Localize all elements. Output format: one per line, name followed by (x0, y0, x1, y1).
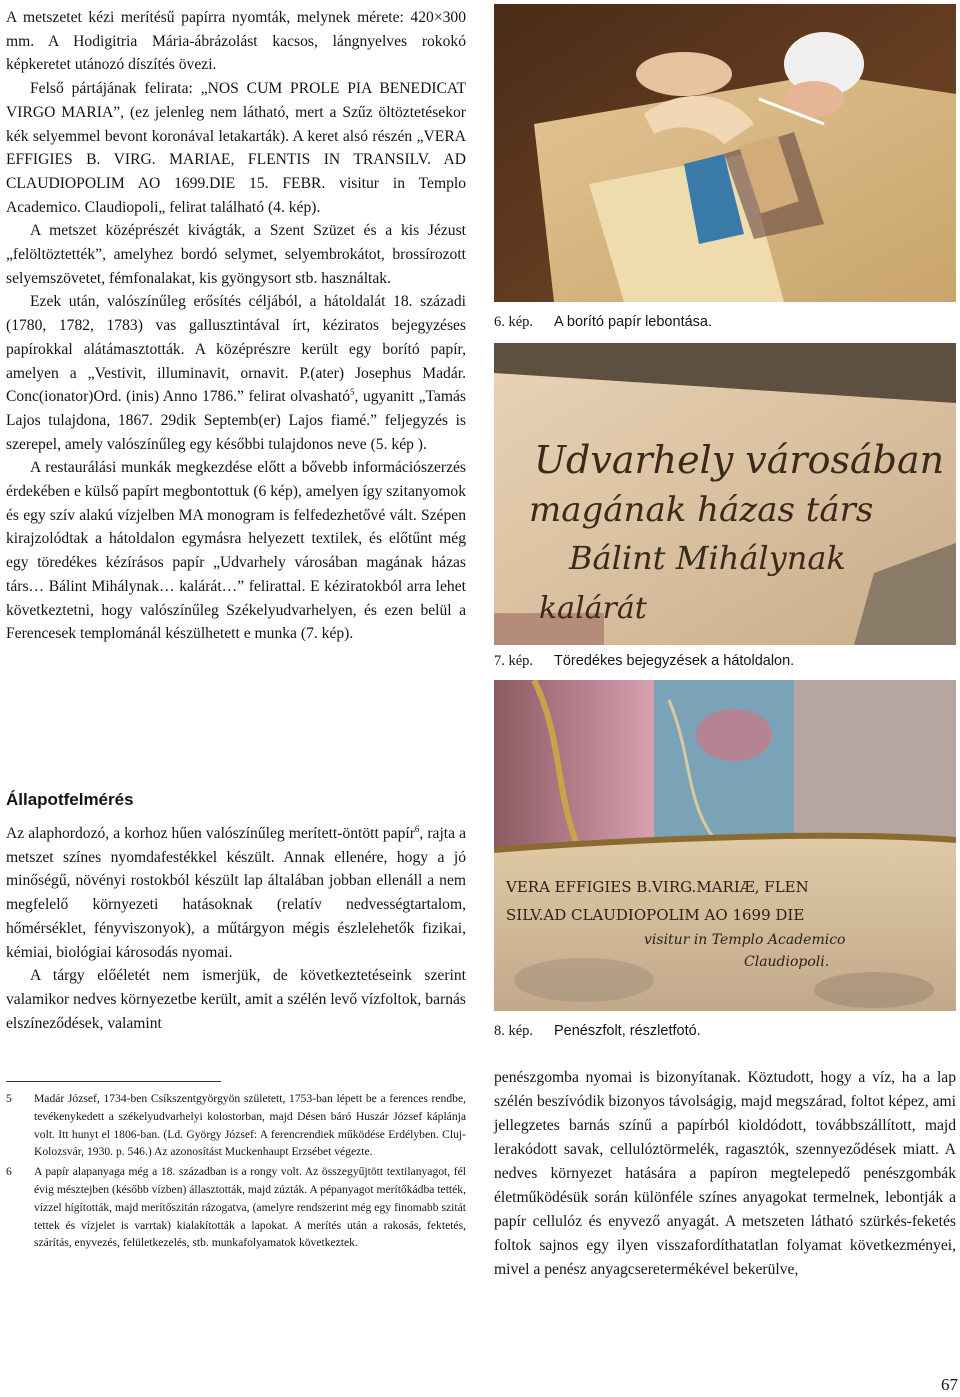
figure-caption-text: Penészfolt, részletfotó. (554, 1023, 701, 1039)
handwriting-line: Udvarhely városában (534, 438, 945, 482)
footnote (6, 1090, 466, 1161)
page-number: 67 (941, 1375, 958, 1394)
paragraph: A restaurálási munkák megkezdése előtt a bővebb információszerzés érdekében e külső papírt megbontottuk (6 kép), amelyen így szitanyomok és egy szív alakú vízjelben MA monogram is felfedezhetővé vált. Szépen kirajzolódtak a hátoldalon egymásra helyezett textilek, és előtűnt még egy töredékes kézírásos papír „Udvarhely városában magának házas társ… Bálint Mihálynak… kalárát…” felirattal. E kéziratokból arra lehet következtetni, hogy valószínűleg Székelyudvarhelyen, és ezen belül a Ferencesek templománál készülhetett e munka (7. kép). (6, 459, 466, 643)
left-text-column (6, 6, 466, 646)
photo-fragmentary-notes (494, 343, 956, 645)
paragraph (6, 822, 466, 964)
paragraph-text: , rajta a metszet színes nyomdafestékkel készült. Annak ellenére, hogy a jó minőségű, növényi rostokból készült lap általában jobban ellenáll a nem megfelelő környezeti hatásoknak (relatív nedvességtartalom, hőmérséklet, fényviszonyok), a műtárgyon mégis észlelehetők fizikai, kémiai, biológiai károsodás nyomai. (6, 825, 466, 961)
figure-caption-text: A borító papír lebontása. (554, 314, 712, 330)
inscription-line: SILV.AD CLAUDIOPOLIM AO 1699 DIE (506, 906, 805, 924)
photo-mold-stain-detail (494, 680, 956, 1011)
footnote-text: A papír alapanyaga még a 18. században is a rongy volt. Az összegyűjtött textilanyagot, fél évig mésztejben (később vízben) állasztották, majd zúzták. A pépanyagot merítőkádba tették, vízzel hígították, majd merítőszitán rázogatva, (amelyre rendszerint még egy finomabb szitát tettek és vízjelet is varrtak) kialakították a lapokat. A merítés után a rakosás, fektetés, szárítás, enyvezés, felületkezelés, stb. munkafolyamatok következtek. (34, 1165, 466, 1250)
photo-removing-cover-paper (494, 4, 956, 302)
footnotes (6, 1090, 466, 1254)
footnote-text: Madár József, 1734-ben Csíkszentgyörgyön született, 1753-ban lépett be a ferences rendbe, tevékenykedett a székelyudvarhelyi kolostorban, majd Désen báró Huszár József káplánja volt. Itt hunyt el 1806-ban. (Ld. György József: A ferencrendiek működése Erdélyben. Cluj-Kolozsvár, 1930. p. 546.) Az azonosítást Muckenhaupt Erzsébet végezte. (34, 1092, 466, 1159)
inscription-line: Claudiopoli. (744, 954, 830, 970)
figure-label: 6. kép. (494, 314, 534, 330)
paragraph-text: Ezek után, valószínűleg erősítés céljából, a hátoldalát 18. századi (1780, 1782, 1783) vas gallusztintával írt, kéziratos bejegyzéses papírokkal alátámasztották. A középrészre került egy borító papír, amelyen a „Vestivit, illuminavit, ornavit. P.(ater) Josephus Madár. Conc(ionator)Ord. (inis) Anno 1786.” felirat olvasható (6, 293, 466, 406)
figure-caption (494, 652, 956, 670)
right-text-column (494, 1066, 956, 1282)
footnote-ref[interactable]: 6 (414, 823, 420, 834)
footnote-divider (6, 1081, 221, 1082)
footnote-number: 5 (6, 1092, 12, 1105)
handwriting-line: magának házas társ (529, 490, 874, 530)
footnote-number: 6 (6, 1165, 12, 1179)
footnote (6, 1163, 466, 1252)
paragraph: A metszetet kézi merítésű papírra nyomták, melynek mérete: 420×300 mm. A Hodigitria Mária-ábrázolást kacsos, lángnyelves rokokó képkeretet utánozó díszítés övezi. (6, 9, 466, 74)
figure-caption (494, 1022, 956, 1040)
handwriting-line: kalárát (539, 591, 647, 626)
paragraph-text: Az alaphordozó, a korhoz hűen valószínűleg merített-öntött papír (6, 825, 415, 842)
paragraph (6, 290, 466, 456)
paragraph-text: , ugyanitt „Tamás Lajos tulajdona, 1867. 29dik Septemb(er) Lajos fiamé.” feljegyzés is szerepel, amely valószínűleg egy későbbi tulajdonos neve (5. kép ). (6, 388, 466, 453)
figure-caption-text: Töredékes bejegyzések a hátoldalon. (554, 653, 795, 669)
inscription-line: visitur in Templo Academico (644, 932, 846, 948)
lower-text-column (6, 822, 466, 1035)
figure-caption (494, 313, 956, 331)
paragraph: A metszet középrészét kivágták, a Szent Szüzet és a kis Jézust „felöltöztették”, amelyhez bordó selymet, selyembrokátot, brossírozott selyemszövetet, fémfonalakat, kis gyöngysort stb. használtak. (6, 222, 466, 287)
figure-label: 8. kép. (494, 1023, 534, 1039)
section-heading: Állapotfelmérés (6, 790, 134, 809)
paragraph: penészgomba nyomai is bizonyítanak. Köztudott, hogy a víz, ha a lap szélén beszívódik bizonyos távolságig, majd megszárad, foltot képez, ami jellegzetes barnás színű a papírból kioldódott, továbbszállított, majd lerakódott savak, cellulóztörmelék, ragasztók, szennyeződések miatt. A nedves környezet hatására a papíron megtelepedő penészgombák életműködésük során különféle színes anyagokat termelnek, lebontják a papír cellulóz és enyvező anyagát. A metszeten látható szürkés-feketés foltok sajnos egy ilyen visszafordíthatatlan folyamat következményei, mivel a penész anyagcseretermékével bekerülve, (494, 1069, 956, 1278)
figure-label: 7. kép. (494, 653, 534, 669)
handwriting-line: Bálint Mihálynak (569, 539, 846, 577)
paragraph: A tárgy előéletét nem ismerjük, de következtetéseink szerint valamikor nedves környezetbe került, amit a szélén levő vízfoltok, barnás elszíneződések, valamint (6, 967, 466, 1032)
inscription-line: VERA EFFIGIES B.VIRG.MARIÆ, FLEN (506, 878, 809, 896)
footnote-ref[interactable]: 5 (350, 387, 355, 398)
paragraph: Felső pártájának felirata: „NOS CUM PROLE PIA BENEDICAT VIRGO MARIA”, (ez jelenleg nem látható, mert a Szűz öltöztetésekor kék selyemmel bevont koronával letakarták). A keret alsó részén „VERA EFFIGIES B. VIRG. MARIAE, FLENTIS IN TRANSILV. AD CLAUDIOPOLIM AO 1699.DIE 15. FEBR. visitur in Templo Academico. Claudiopoli„ felirat található (4. kép). (6, 80, 466, 216)
